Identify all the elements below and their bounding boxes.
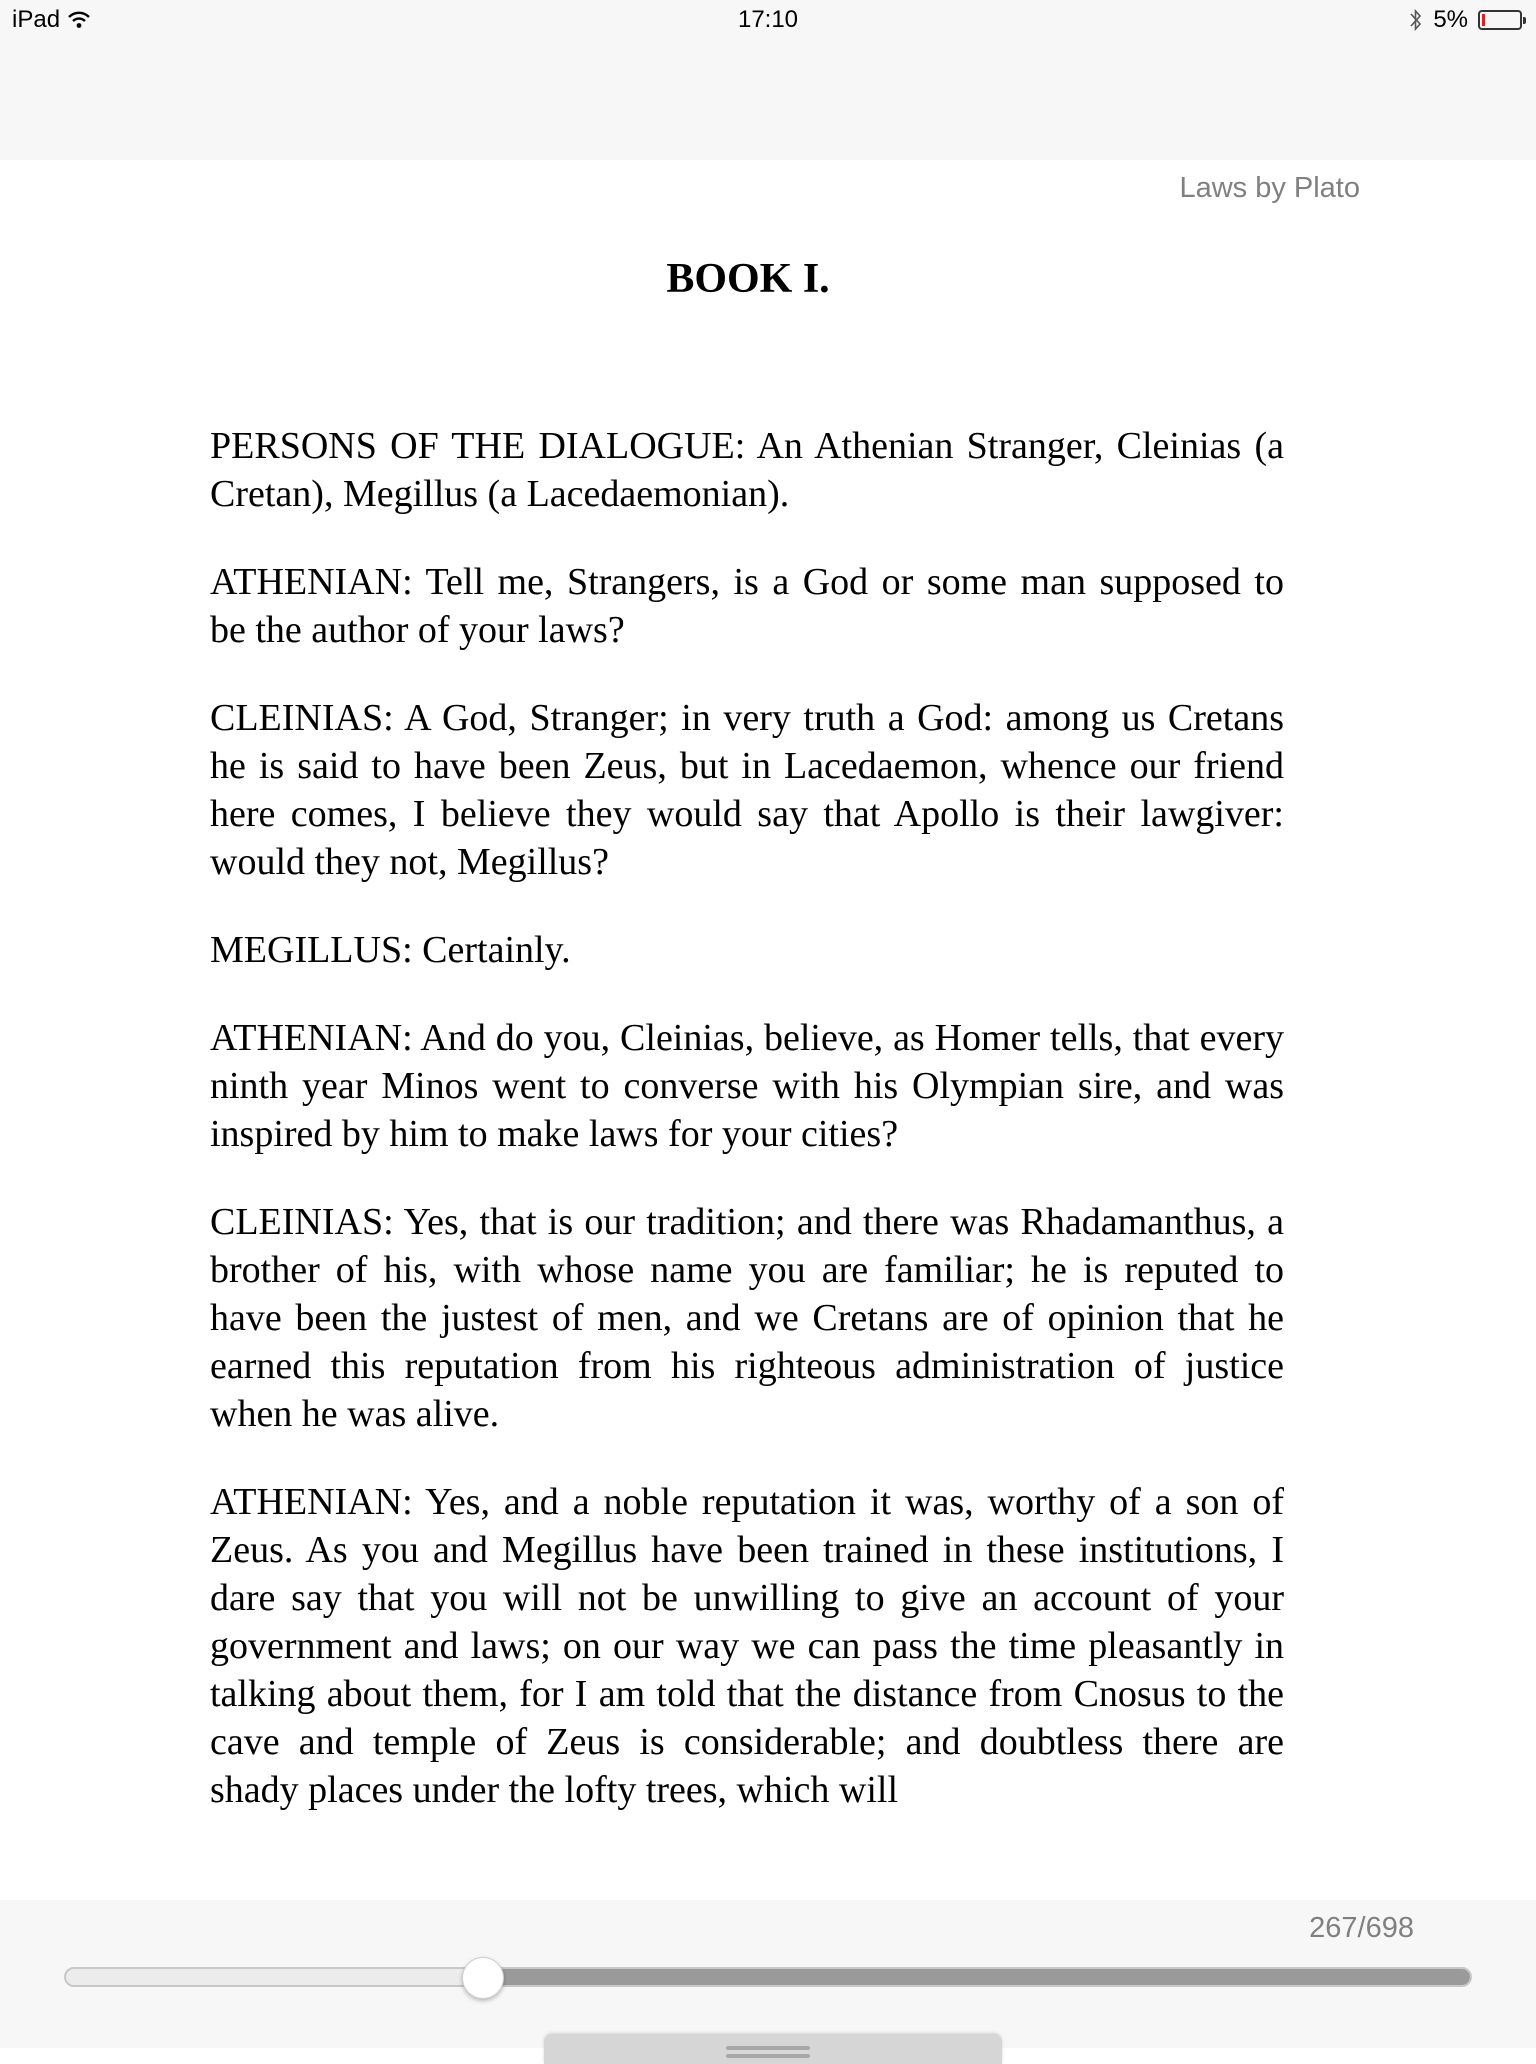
reader-bottom-bar <box>0 1900 1536 2048</box>
paragraph: CLEINIAS: Yes, that is our tradition; and there was Rhadamanthus, a brother of his, with whose name you are familiar; he is reputed to have been the justest of men, and we Cretans are of opinion that he earned this reputation from his righteous administration of justice when he was alive. <box>210 1201 1284 1435</box>
paragraph: ATHENIAN: Yes, and a noble reputation it was, worthy of a son of Zeus. As you and Megillus have been trained in these institutions, I dare say that you will not be unwilling to give an account of your government and laws; on our way we can pass the time pleasantly in talking about them, for I am told that the distance from Cnosus to the cave and temple of Zeus is considerable; and doubtless there are shady places under the lofty trees, which will <box>210 1481 1284 1811</box>
book-text <box>210 422 1284 1980</box>
paragraph: CLEINIAS: A God, Stranger; in very truth a God: among us Cretans he is said to have been Zeus, but in Lacedaemon, whence our friend here comes, I believe they would say that Apollo is their lawgiver: would they not, Megillus? <box>210 697 1284 883</box>
status-bar <box>0 0 1536 160</box>
book-title: Laws by Plato <box>1179 172 1360 204</box>
battery-percent: 5% <box>1433 6 1468 33</box>
toolbar-drawer-handle[interactable] <box>544 2034 1002 2064</box>
page-counter: 267/698 <box>1309 1912 1414 1944</box>
page-slider-track[interactable] <box>64 1967 1472 1987</box>
reader-page[interactable] <box>0 160 1536 1900</box>
paragraph: PERSONS OF THE DIALOGUE: An Athenian Stranger, Cleinias (a Cretan), Megillus (a Lacedaemonian). <box>210 425 1284 515</box>
battery-level <box>1482 14 1485 26</box>
bluetooth-icon <box>1409 8 1423 32</box>
paragraph: ATHENIAN: Tell me, Strangers, is a God or some man supposed to be the author of your laws? <box>210 561 1284 651</box>
paragraph: MEGILLUS: Certainly. <box>210 929 571 971</box>
status-indicators <box>1409 6 1522 34</box>
battery-icon <box>1478 10 1522 30</box>
device-name: iPad <box>12 6 61 33</box>
status-time: 17:10 <box>737 6 799 33</box>
page-slider-fill <box>484 1969 1470 1985</box>
grip-icon <box>726 2046 810 2050</box>
page-slider-thumb[interactable] <box>462 1957 504 1999</box>
chapter-heading: BOOK I. <box>666 256 830 302</box>
paragraph: ATHENIAN: And do you, Cleinias, believe, as Homer tells, that every ninth year Minos went to converse with his Olympian sire, and was inspired by him to make laws for your cities? <box>210 1017 1284 1155</box>
